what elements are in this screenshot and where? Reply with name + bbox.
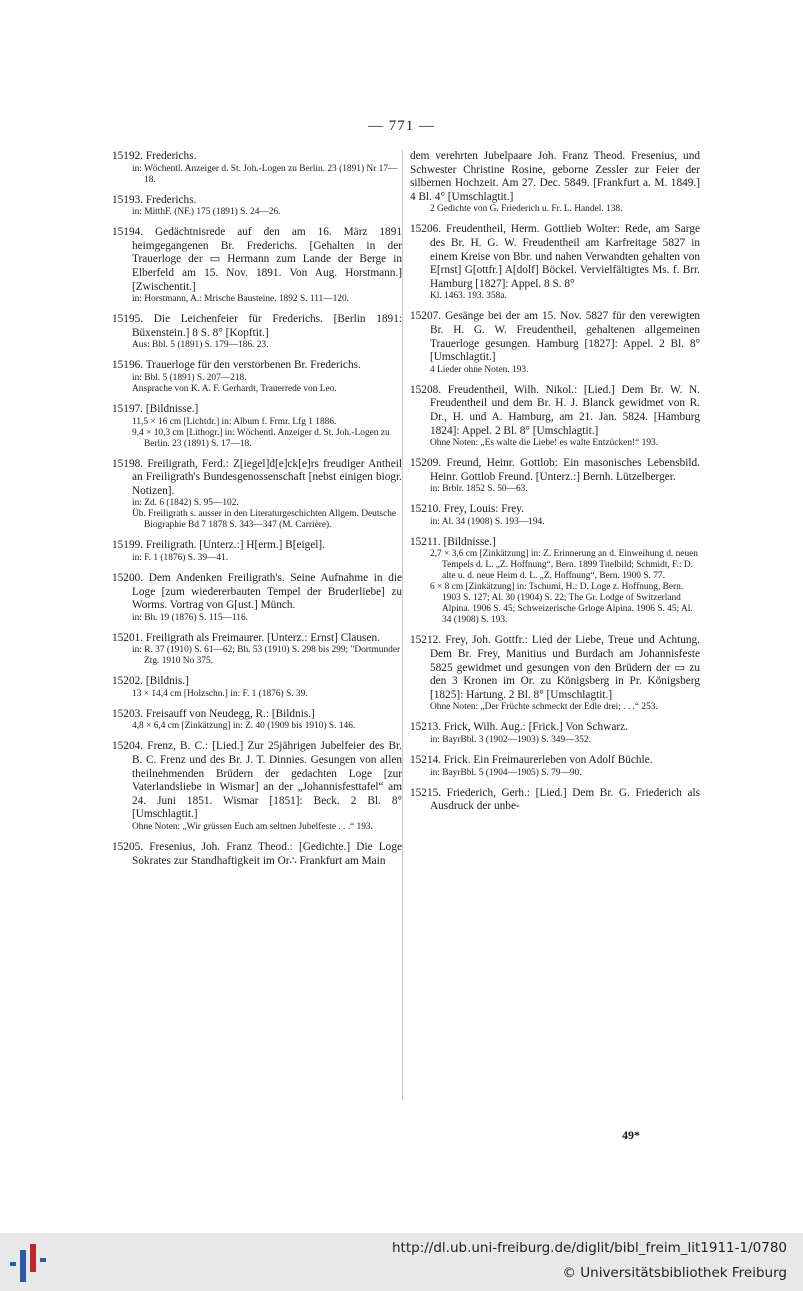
entry-number: 15215. [410, 786, 442, 799]
entry-text [112, 403, 402, 417]
bibliography-entry [410, 754, 700, 779]
entry-text [410, 150, 700, 204]
entry-text [410, 384, 700, 438]
column-divider [402, 150, 403, 1100]
entry-note: in: Brblr. 1852 S. 50—63. [430, 484, 528, 495]
entry-note: 4 Lieder ohne Noten. 193. [430, 364, 529, 375]
entry-text [112, 539, 402, 553]
entry-number: 15195. [112, 313, 144, 326]
entry-note: in: Wöchentl. Anzeiger d. St. Joh.-Logen zu Berlin. 23 (1891) Nr 17—18. [132, 163, 398, 185]
entry-number: 15210. [410, 503, 442, 516]
entry-text [410, 754, 700, 768]
bibliography-entry [410, 721, 700, 746]
entry-title: Frey, Louis: Frey. [443, 503, 525, 516]
entry-text [410, 223, 700, 291]
entry-title: Frenz, B. C.: [Lied.] Zur 25jährigen Jubelfeier des Br. B. C. Frenz und des Br. J. T. Dinnies. Gesungen von allen theilnehmenden Brüdern der gedachten Loge [zur Vaterlandsliebe in Wismar] an der „Johannisfesttafel“ am 24. Juni 1851. Wismar [1851]: Beck. 2 Bl. 8° [Umschlagtit.] [132, 740, 402, 821]
entry-text [112, 572, 402, 613]
entry-note: in: Horstmann, A.: Mrische Bausteine. 1892 S. 111—120. [132, 294, 349, 305]
entry-note: 6 × 8 cm [Zinkätzung] in: Tschumi, H.: D. Loge z. Hoffnung, Bern. 1903 S. 127; Al. 30 (1904) S. 22; The Gr. Lodge of Switzerland Alpina. 1906 S. 45; Schweizerische Grloge Alpina. 1906 S. 45; Al. 34 (1908) S. 193. [430, 582, 693, 626]
entry-title: Frederichs. [145, 150, 197, 162]
entry-text [112, 632, 402, 646]
entry-title: Trauerloge für den verstorbenen Br. Frederichs. [145, 359, 361, 372]
bibliography-entry [112, 458, 402, 532]
entry-title: Gedächtnisrede auf den am 16. März 1891 heimgegangenen Br. Frederichs. [Gehalten in der Trauerloge der ▭ Hermann zum Lande der Berge in Elberfeld am 15. Nov. 1891. Von Aug. Horstmann.] [Zwischentit.] [132, 226, 403, 293]
entry-text [410, 457, 700, 484]
entry-note: Ohne Noten: „Es walte die Liebe! es walte Entzücken!“ 193. [430, 438, 659, 449]
entry-title: Freiligrath. [Unterz.:] H[erm.] B[eigel]. [145, 539, 326, 552]
entry-title: Frey, Joh. Gottfr.: Lied der Liebe, Treue und Achtung. Dem Br. Frey, Manitius und Burdach am Johannisfeste 5825 gewidmet und gesungen von den Brüdern der ▭ zu den 3 Kronen im Or. zu Königsberg in Pr. Königsberg [1825]: Hartung. 2 Bl. 8° [Umschlagtit.] [430, 634, 701, 701]
entry-number: 15213. [410, 721, 442, 734]
entry-note: Üb. Freiligrath s. ausser in den Literaturgeschichten Allgem. Deutsche Biographie Bd 7 1878 S. 343—347 (M. Carrière). [132, 509, 397, 531]
entry-note: 11,5 × 16 cm [Lichtdr.] in: Album f. Frmr. Lfg 1 1886. [132, 416, 337, 427]
entry-note: Ansprache von K. A. F. Gerhardt, Trauerrede von Leo. [132, 383, 337, 394]
bibliography-entry [112, 675, 402, 700]
page-number: — 771 — [368, 118, 435, 134]
entry-text [410, 787, 700, 814]
entry-note: 4,8 × 6,4 cm [Zinkätzung] in: Z. 40 (1909 bis 1910) S. 146. [132, 721, 356, 732]
entry-number: 15211. [410, 535, 441, 548]
entry-note: Kl. 1463. 193. 358a. [430, 291, 507, 302]
entry-note: in: MitthF. (NF.) 175 (1891) S. 24—26. [132, 207, 281, 218]
bibliography-entry [112, 708, 402, 733]
entry-title: Die Leichenfeier für Frederichs. [Berlin 1891: Büxenstein.] 8 S. 8° [Kopftit.] [132, 313, 402, 339]
bibliography-entry [410, 457, 700, 495]
bibliography-entry [112, 841, 402, 868]
entry-title: Freudentheil, Herm. Gottlieb Wolter: Rede, am Sarge des Br. H. G. W. Freudentheil am Karfreitage 5827 in einem Kreise von Bbr. und nahen Verwandten gehalten von E[rnst] G[ottfr.] A[dolf] Böckel. Vervielfältigtes Ms. f. Brr. Hamburg [1827]: Appel. 8 S. 8° [430, 223, 701, 290]
entry-number: 15194. [112, 226, 144, 239]
entry-text [112, 194, 402, 208]
bibliography-entry [410, 150, 700, 215]
entry-note: Aus: Bbl. 5 (1891) S. 179—186. 23. [132, 340, 269, 351]
entry-note: in: Bh. 19 (1876) S. 115—116. [132, 612, 248, 623]
entry-number: 15196. [112, 359, 144, 372]
entry-note: 13 × 14,4 cm [Holzschn.] in: F. 1 (1876) S. 39. [132, 688, 308, 699]
entry-number: 15214. [410, 754, 442, 767]
entry-title: Frick, Wilh. Aug.: [Frick.] Von Schwarz. [443, 721, 628, 734]
bibliography-entry [410, 223, 700, 302]
entry-number: 15212. [410, 634, 442, 647]
entry-text [410, 310, 700, 364]
entry-text [112, 740, 402, 822]
bibliography-entry [112, 313, 402, 351]
entry-number: 15201. [112, 631, 144, 644]
entry-number: 15205. [112, 841, 144, 854]
bibliography-entry [112, 403, 402, 450]
entry-title: [Bildnisse.] [443, 535, 496, 548]
entry-number: 15208. [410, 383, 442, 396]
entry-number: 15199. [112, 539, 144, 552]
entry-title: Freiligrath, Ferd.: Z[iegel]d[e]ck[e]rs freudiger Antheil an Freiligrath's Bundesgenossenschaft [nebst einigen biogr. Notizen]. [132, 457, 402, 497]
entry-note: in: F. 1 (1876) S. 39—41. [132, 552, 229, 563]
entry-note: 2 Gedichte von G. Friederich u. Fr. L. Handel. 138. [430, 204, 623, 215]
entry-note: in: BayrBbl. 5 (1904—1905) S. 79—90. [430, 767, 582, 778]
entry-number: 15197. [112, 402, 144, 415]
bibliography-entry [112, 150, 402, 186]
bibliography-entry [410, 787, 700, 814]
bibliography-entry [112, 572, 402, 624]
entry-number: 15207. [410, 310, 442, 323]
left-column [112, 150, 402, 876]
ub-freiburg-logo-icon [8, 1242, 48, 1282]
bibliography-entry [112, 632, 402, 668]
entry-title: [Bildnisse.] [145, 402, 199, 415]
entry-title: Frederichs. [145, 193, 197, 206]
bibliography-entry [410, 503, 700, 528]
entry-title: Frick. Ein Freimaurerleben von Adolf Büchle. [443, 754, 653, 767]
entry-number: 15203. [112, 707, 144, 720]
entry-number: 15198. [112, 457, 144, 470]
entry-note: in: Zd. 6 (1842) S. 95—102. [132, 498, 239, 509]
entry-title: Freisauff von Neudegg, R.: [Bildnis.] [145, 707, 315, 720]
entry-title: Dem Andenken Freiligrath's. Seine Aufnahme in die Loge [zum wiedererbauten Tempel der Bruderliebe] zu Worms. Vortrag von G[ust.] Münch. [132, 571, 402, 612]
entry-number: 15204. [112, 740, 144, 753]
bibliography-entry [112, 359, 402, 395]
entry-title: Fresenius, Joh. Franz Theod.: [Gedichte.] Die Loge Sokrates zur Standhaftigkeit im Or∴ Frankfurt am Main [132, 841, 402, 867]
entry-text [112, 313, 402, 340]
signature-mark: 49* [622, 1128, 640, 1142]
bibliography-entry [112, 740, 402, 833]
entry-note: in: Bbl. 5 (1891) S. 207—218. [132, 372, 247, 383]
bibliography-entry [410, 384, 700, 449]
entry-title: Freudentheil, Wilh. Nikol.: [Lied.] Dem Br. W. N. Freudentheil und dem Br. H. J. Blanck gewidmet von R. Dr., H. und A. Hamburg, am 21. Jan. 5824. [Hamburg 1824]: Appel. 2 Bl. 8° [Umschlagtit.] [430, 383, 700, 437]
entry-number: 15193. [112, 193, 144, 206]
entry-text [112, 150, 402, 164]
bibliography-entry [410, 536, 700, 627]
footer-url-link[interactable]: http://dl.ub.uni-freiburg.de/diglit/bibl_freim_lit1911-1/0780 [391, 1240, 787, 1256]
entry-text [410, 634, 700, 702]
entry-note: in: BayrBbl. 3 (1902—1903) S. 349—352. [430, 735, 591, 746]
entry-title: Freund, Heinr. Gottlob: Ein masonisches Lebensbild. Heinr. Gottlob Freund. [Unterz.:] Bernh. Lützelberger. [430, 457, 700, 483]
bibliography-entry [410, 634, 700, 713]
entry-title: dem verehrten Jubelpaare Joh. Franz Theod. Fresenius, und Schwester Christine Rosine, geborne Zessler zur Feier der silbernen Hochzeit. Am 27. Dec. 5849. [Frankfurt a. M. 1849.] 4 Bl. 4° [Umschlagtit.] [410, 150, 700, 203]
entry-text [112, 458, 402, 499]
entry-number: 15206. [410, 223, 442, 236]
entry-note: 2,7 × 3,6 cm [Zinkätzung] in: Z. Erinnerung an d. Einweihung d. neuen Tempels d. L. „Z. Hoffnung“, Bern. 1899 Titelbild; Schmidt, F.: D. alte u. d. neue Heim d. L. „Z. Hoffnung“, Bern. 1900 S. 77. [430, 549, 698, 582]
bibliography-entry [112, 539, 402, 564]
bibliography-entry [112, 194, 402, 219]
footer-copyright: © Universitätsbibliothek Freiburg [562, 1265, 787, 1281]
entry-note: 9,4 × 10,3 cm [Lithogr.] in: Wöchentl. Anzeiger d. St. Joh.-Logen zu Berlin. 23 (1891) S. 17—18. [132, 427, 390, 449]
bibliography-entry [410, 310, 700, 375]
right-column [410, 150, 700, 822]
entry-title: Friederich, Gerh.: [Lied.] Dem Br. G. Friederich als Ausdruck der unbe- [430, 786, 701, 813]
entry-text [112, 841, 402, 868]
entry-number: 15209. [410, 457, 442, 470]
entry-text [112, 675, 402, 689]
entry-title: [Bildnis.] [145, 675, 189, 688]
footer-bar [0, 1233, 803, 1291]
entry-note: in: R. 37 (1910) S. 61—62; Bh. 53 (1910) S. 298 bis 299; "Dortmunder Ztg. 1910 No 375. [132, 645, 401, 667]
entry-text [410, 721, 700, 735]
entry-text [112, 359, 402, 373]
entry-text [112, 708, 402, 722]
entry-note: Ohne Noten: „Wir grüssen Euch am seltnen Jubelfeste . . .“ 193. [132, 822, 373, 833]
entry-number: 15200. [112, 571, 144, 584]
entry-number: 15202. [112, 675, 144, 688]
entry-number: 15192. [112, 150, 144, 162]
entry-title: Freiligrath als Freimaurer. [Unterz.: Ernst] Clausen. [145, 631, 380, 644]
entry-text [112, 226, 402, 294]
bibliography-entry [112, 226, 402, 305]
entry-text [410, 503, 700, 517]
entry-text [410, 536, 700, 550]
entry-note: in: Al. 34 (1908) S. 193—194. [430, 516, 545, 527]
entry-note: Ohne Noten: „Der Früchte schmeckt der Edle drei; . . .“ 253. [430, 702, 658, 713]
entry-title: Gesänge bei der am 15. Nov. 5827 für den verewigten Br. H. G. W. Freudentheil, gehaltenen allgemeinen Trauerloge gesungen. Hamburg [1827]: Appel. 2 Bl. 8° [Umschlagtit.] [430, 310, 700, 364]
